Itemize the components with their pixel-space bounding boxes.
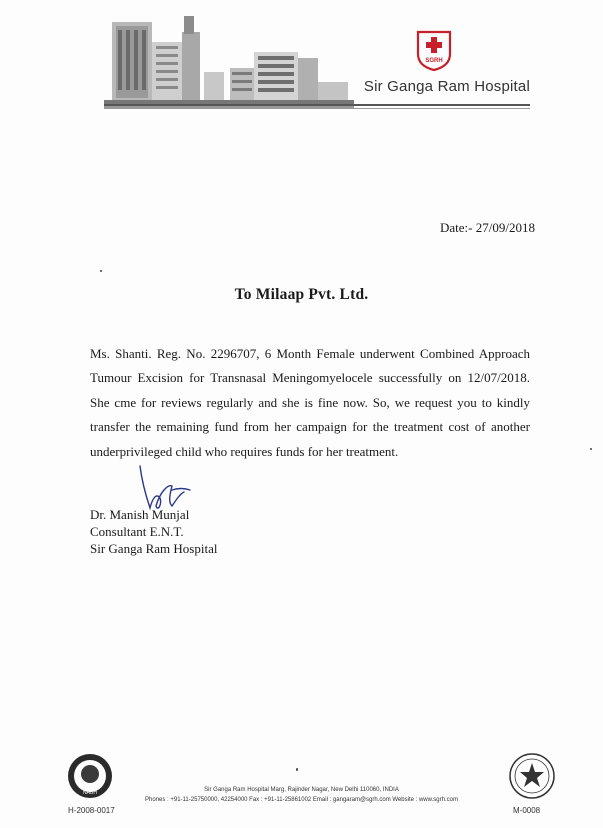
hospital-name: Sir Ganga Ram Hospital — [363, 78, 530, 95]
accreditation-code-left: H-2008-0017 — [68, 806, 115, 815]
body-line: underprivileged child who requires funds for her treatment. — [90, 443, 399, 459]
signatory-title: Consultant E.N.T. — [90, 524, 184, 539]
body-line: transfer the remaining fund from her campaign for the treatment cost of another — [90, 419, 530, 435]
signatory-block — [90, 506, 217, 557]
signatory-organization: Sir Ganga Ram Hospital — [90, 541, 218, 556]
badge-text: NABH — [83, 790, 97, 796]
signatory-name: Dr. Manish Munjal — [90, 507, 190, 522]
body-line: Ms. Shanti. Reg. No. 2296707, 6 Month Female underwent Combined Approach — [90, 346, 530, 361]
certification-code-right: M-0008 — [513, 806, 541, 815]
letterhead-rule — [104, 104, 530, 106]
body-line: Tumour Excision for Transnasal Meningomyelocele successfully on 12/07/2018. — [90, 370, 530, 386]
addressee-heading: To Milaap Pvt. Ltd. — [234, 286, 369, 303]
scan-speck — [100, 270, 102, 272]
letter-body — [90, 342, 530, 464]
footer-contact-line: Phones : +91-11-25750000, 42254000 Fax : +91-11-25861002 Email : gangaram@sgrh.com Website : www.sgrh.com — [145, 797, 458, 803]
hospital-building-illustration — [104, 12, 354, 118]
body-line: She cme for reviews regularly and she is fine now. So, we request you to kindly — [90, 394, 530, 410]
scan-speck — [296, 768, 298, 771]
certification-seal-icon — [508, 752, 556, 800]
logo-text: SGRH — [425, 58, 443, 64]
footer-address-line: Sir Ganga Ram Hospital Marg, Rajinder Nagar, New Delhi 110060, INDIA — [204, 787, 399, 793]
scan-speck — [590, 448, 592, 450]
hospital-logo-icon — [414, 28, 454, 72]
letter-date: Date:- 27/09/2018 — [440, 220, 535, 235]
letterhead-rule-thin — [104, 108, 530, 109]
